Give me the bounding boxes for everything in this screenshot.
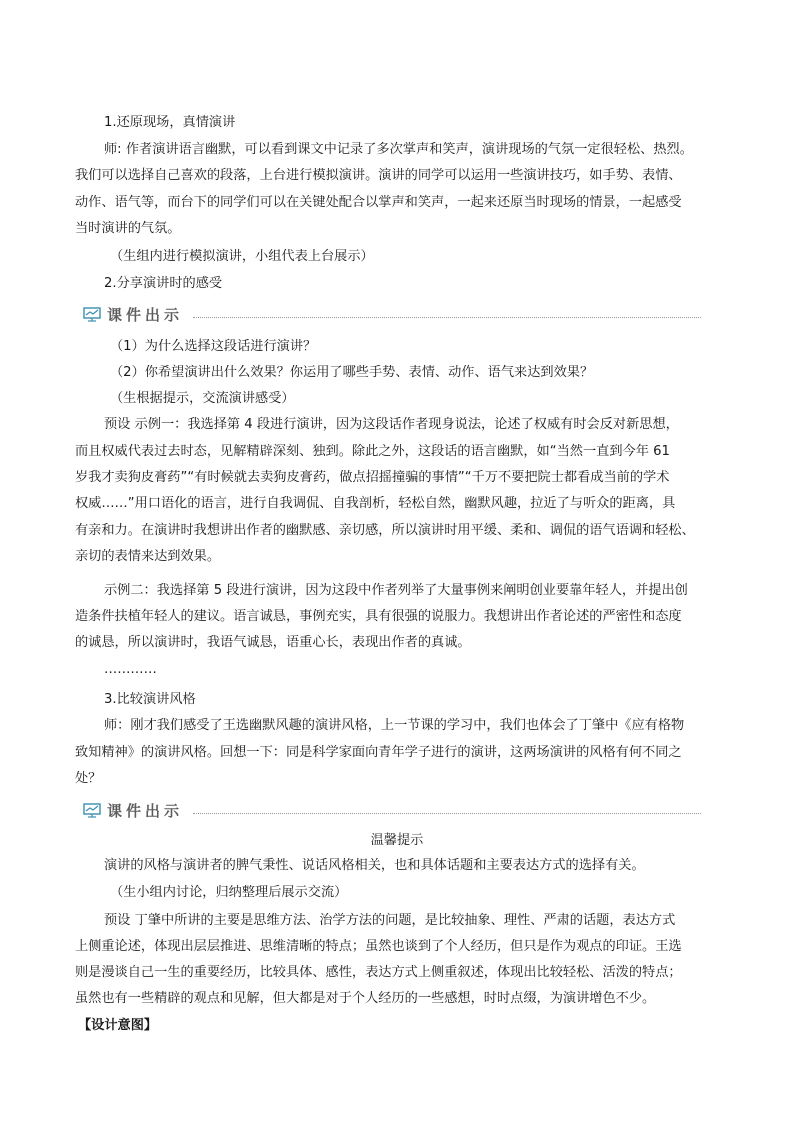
example-1-line: 亲切的表情来达到效果。 bbox=[75, 549, 221, 564]
teacher-line: 致知精神》的演讲风格。回想一下：同是科学家面向青年学子进行的演讲，这两场演讲的风格有何不同之 bbox=[75, 745, 682, 760]
preset-line: 上侧重论述，体现出层层推进、思维清晰的特点；虽然也谈到了个人经历，但只是作为观点的印证。王选 bbox=[75, 939, 682, 954]
banner-title: 课件出示 bbox=[107, 306, 184, 324]
section-1-heading: 1.还原现场，真情演讲 bbox=[104, 115, 236, 130]
section-2-heading: 2.分享演讲时的感受 bbox=[104, 276, 223, 291]
example-2-line: 造条件扶植年轻人的建议。语言诚恳，事例充实，具有很强的说服力。我想讲出作者论述的严密性和态度 bbox=[75, 609, 682, 624]
section-2-note: （生根据提示，交流演讲感受） bbox=[110, 391, 295, 406]
example-1-line: 而且权威代表过去时态，见解精辟深刻、独到。除此之外，这段话的语言幽默，如“当然一直到今年 61 bbox=[75, 444, 670, 459]
section-1-line: 动作、语气等，而台下的同学们可以在关键处配合以掌声和笑声，一起来还原当时现场的情景，一起感受 bbox=[75, 195, 682, 210]
presentation-screen-icon bbox=[83, 307, 101, 322]
section-3-heading: 3.比较演讲风格 bbox=[104, 692, 196, 707]
tip-text: 演讲的风格与演讲者的脾气秉性、说话风格相关，也和具体话题和主要表达方式的选择有关。 bbox=[104, 858, 645, 873]
teacher-line: 师：刚才我们感受了王选幽默风趣的演讲风格，上一节课的学习中，我们也体会了丁肇中《应有格物 bbox=[104, 718, 685, 733]
section-1-line: 我们可以选择自己喜欢的段落，上台进行模拟演讲。演讲的同学可以运用一些演讲技巧，如手势、表情、 bbox=[75, 168, 682, 183]
question: （1）为什么选择这段话进行演讲？ bbox=[110, 339, 317, 354]
question: （2）你希望演讲出什么效果？你运用了哪些手势、表情、动作、语气来达到效果？ bbox=[110, 365, 594, 380]
section-3-note: （生小组内讨论，归纳整理后展示交流） bbox=[110, 885, 348, 900]
banner-divider bbox=[193, 813, 701, 814]
courseware-banner bbox=[81, 304, 701, 326]
section-1-line: 师: 作者演讲语言幽默，可以看到课文中记录了多次掌声和笑声，演讲现场的气氛一定很轻松、热烈。 bbox=[104, 142, 693, 157]
example-1-line: 预设 示例一：我选择第 4 段进行演讲，因为这段话作者现身说法，论述了权威有时会反对新思想， bbox=[104, 417, 679, 432]
preset-line: 预设 丁肇中所讲的主要是思维方法、治学方法的问题，是比较抽象、理性、严肃的话题，表达方式 bbox=[104, 913, 676, 928]
example-1-line: 有亲和力。在演讲时我想讲出作者的幽默感、亲切感，所以演讲时用平缓、柔和、调侃的语气语调和轻松、 bbox=[75, 523, 695, 538]
preset-line: 虽然也有一些精辟的观点和见解，但大都是对于个人经历的一些感想，时时点缀，为演讲增色不少。 bbox=[75, 991, 656, 1006]
tip-title: 温馨提示 bbox=[370, 833, 424, 848]
preset-line: 则是漫谈自己一生的重要经历，比较具体、感性，表达方式上侧重叙述，体现出比较轻松、活泼的特点； bbox=[75, 965, 682, 980]
ellipsis: ………… bbox=[104, 662, 157, 677]
section-1-line: 当时演讲的气氛。 bbox=[75, 221, 181, 236]
example-2-line: 示例二：我选择第 5 段进行演讲，因为这段中作者列举了大量事例来阐明创业要靠年轻人，并提出创 bbox=[104, 583, 688, 598]
presentation-screen-icon bbox=[83, 803, 101, 818]
courseware-banner bbox=[81, 800, 701, 822]
banner-divider bbox=[193, 317, 701, 318]
example-2-line: 的诚恳，所以演讲时，我语气诚恳，语重心长，表现出作者的真诚。 bbox=[75, 635, 471, 650]
banner-title: 课件出示 bbox=[107, 802, 184, 820]
example-1-line: 岁我才卖狗皮膏药”“有时候就去卖狗皮膏药，做点招摇撞骗的事情”“千万不要把院士都看成当前的学术 bbox=[75, 470, 670, 485]
example-1-line: 权威……”用口语化的语言，进行自我调侃、自我剖析，轻松自然，幽默风趣，拉近了与听众的距离，具 bbox=[75, 496, 676, 511]
design-intent-heading: 【设计意图】 bbox=[78, 1018, 158, 1033]
teacher-line: 处？ bbox=[75, 771, 102, 786]
section-1-note: （生组内进行模拟演讲，小组代表上台展示） bbox=[110, 249, 374, 264]
